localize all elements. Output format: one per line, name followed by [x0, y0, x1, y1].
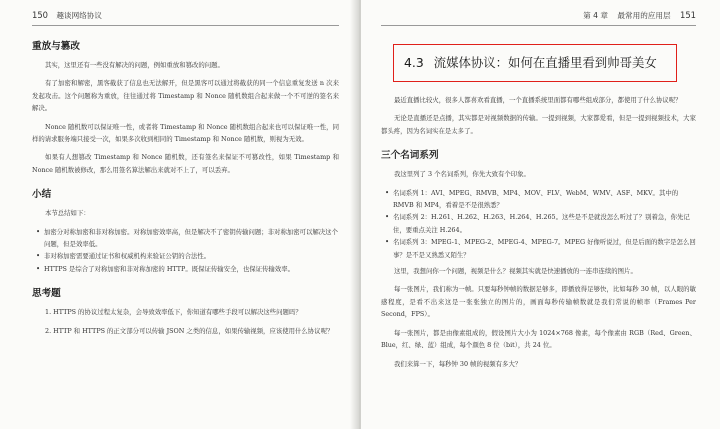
paragraph: 无论是直播还是点播，其实都是对视频数据的传输。一提到视频，大家都爱看，但是一提到视频技术，大家都头疼，因为名词实在是太多了。	[381, 114, 696, 135]
paragraph: 其实，这里还有一些没有解决的问题，例如重放和篡改的问题。	[45, 61, 224, 69]
heading-tamper: 重放与篡改	[32, 41, 80, 52]
heading-thinking: 思考题	[32, 288, 61, 300]
left-page-number: 150	[32, 10, 48, 20]
paragraph: 我们来算一下，每秒钟 30 帧的视频有多大？	[394, 359, 522, 368]
list-item: 2. HTTP 和 HTTPS 的正文部分可以传输 JSON 之类的信息，如果传输视频，应该使用什么协议呢？	[45, 326, 334, 335]
paragraph: 这里，我想问你一个问题，视频是什么？视频其实就是快速播放的一连串连续的图片。	[394, 267, 637, 276]
chapter-label: 第 4 章	[583, 11, 608, 20]
terms-intro: 我这里列了 3 个名词系列，你先大致有个印象。	[394, 170, 530, 179]
left-page	[0, 0, 357, 429]
paragraph: 如果有人想篡改 Timestamp 和 Nonce 随机数，还有签名来保证不可篡改性，如果 Timestamp 和 Nonce 随机数被修改，那么用签名算法解出来就对不上了，可以丢弃。	[32, 153, 339, 174]
paragraph: 最近直播比较火，很多人都喜欢看直播，一个直播系统里面都有哪些组成部分，都使用了什么协议呢？	[394, 96, 682, 104]
right-page	[361, 0, 720, 429]
summary-list	[32, 226, 339, 276]
list-item: • 非对称加密需要通过证书和权威机构来验证公钥的合法性。	[44, 250, 339, 262]
left-page-header	[32, 10, 339, 26]
list-item: • 名词系列 2：H.261、H.262、H.263、H.264、H.265。这些是不是就没怎么听过了？别着急，你先记住，要重点关注 H.264。	[393, 211, 696, 236]
list-item: • 加密分对称加密和非对称加密。对称加密效率高，但是解决不了密钥传输问题；非对称加密可以解决这个问题，但是效率低。	[44, 226, 339, 251]
terms-list	[381, 187, 696, 261]
list-item: 1. HTTPS 的协议过程太复杂，会导致效率低下，你知道有哪些手段可以解决这些问题吗？	[45, 308, 302, 317]
chapter-title: 最常用的应用层	[617, 11, 671, 20]
list-item: • HTTPS 是综合了对称加密和非对称加密的 HTTP。既保证传输安全，也保证传输效率。	[44, 263, 339, 275]
paragraph: 每一张图片，我们称为一帧。只要每秒钟帧的数据足够多，即播放得足够快，比如每秒 30 帧，以人眼的敏感程度，是看不出来这是一张张独立的图片的，画面每秒传输帧数就是我们常说的帧率（Frames Per Second，FPS）。	[381, 285, 696, 319]
section-title-box	[393, 44, 677, 82]
right-page-header	[381, 10, 696, 26]
paragraph: Nonce 随机数可以保证唯一性，或者将 Timestamp 和 Nonce 随机数组合起来也可以保证唯一性，同样的请求服务端只接受一次，如果多次收到相同的 Timestamp 和 Nonce 随机数，则视为无效。	[32, 122, 339, 144]
paragraph: 有了加密和解密，黑客截获了信息也无法解开，但是黑客可以通过将截获的同一个信息重复发送 n 次来发起攻击。这个问题称为重放，往往通过将 Timestamp 和 Nonce 随机数组合起来做一个不可逆的签名来解决。	[32, 79, 339, 113]
section-title: 流媒体协议：如何在直播里看到帅哥美女	[433, 55, 657, 70]
heading-summary: 小结	[32, 189, 52, 201]
thinking-list	[32, 306, 339, 337]
left-running-head: 趣谈网络协议	[56, 11, 102, 20]
summary-intro: 本节总结如下：	[45, 209, 90, 218]
section-number: 4.3	[404, 55, 424, 70]
heading-terms: 三个名词系列	[381, 150, 439, 162]
list-item: • 名词系列 3：MPEG-1、MPEG-2、MPEG-4、MPEG-7。MPEG 好像听说过，但是后面的数字是怎么回事？是不是又熟悉又陌生？	[393, 236, 696, 261]
paragraph: 每一张图片，都是由像素组成的，假设图片大小为 1024×768 像素，每个像素由 RGB（Red、Green、Blue，红、绿、蓝）组成，每个颜色 8 位（bit），共 24 位。	[381, 328, 696, 350]
list-item: • 名词系列 1：AVI、MPEG、RMVB、MP4、MOV、FLV、WebM、WMV、ASF、MKV。其中的 RMVB 和 MP4，看着是不是很熟悉？	[393, 187, 696, 212]
right-page-number: 151	[680, 10, 696, 20]
